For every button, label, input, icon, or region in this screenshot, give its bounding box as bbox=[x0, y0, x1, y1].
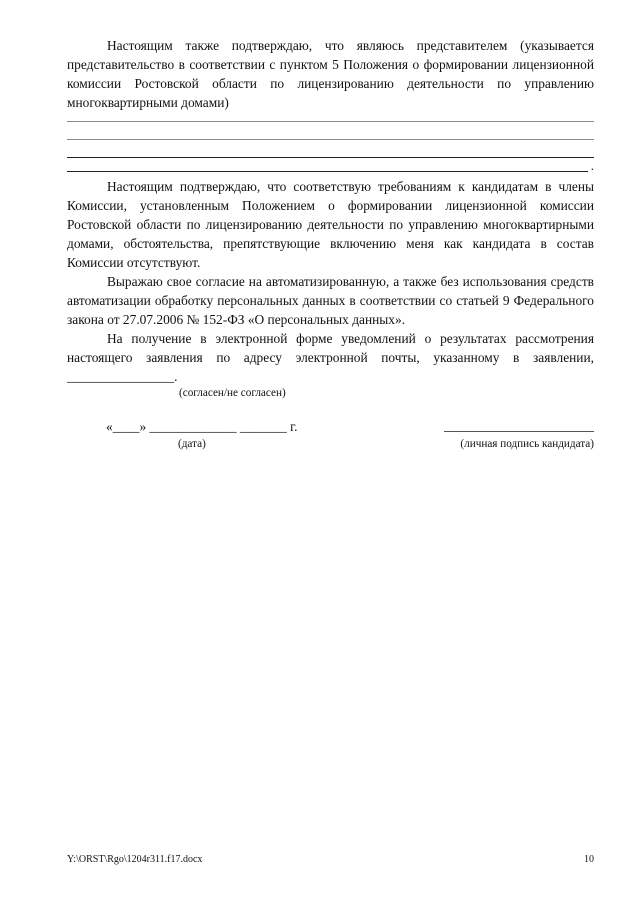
signature-line bbox=[444, 431, 594, 432]
fill-line-4 bbox=[67, 171, 588, 172]
date-caption: (дата) bbox=[178, 438, 206, 450]
consent-paragraph: Выражаю свое согласие на автоматизированную, а также без использования средств автоматизации обработку персональных данных в соответствии со статьей 9 Федерального закона от 27.07.2006 № 152-ФЗ «О персональных данных». bbox=[67, 274, 594, 327]
signature-caption: (личная подпись кандидата) bbox=[460, 438, 594, 450]
page-footer bbox=[67, 854, 594, 865]
document-page bbox=[67, 36, 594, 450]
fill-line-4-row bbox=[67, 158, 594, 176]
notification-paragraph: На получение в электронной форме уведомлений о результатах рассмотрения настоящего заявления по адресу электронной почты, указанному в заявлении, ________________. bbox=[67, 331, 594, 384]
signature-row bbox=[67, 419, 594, 439]
requirements-paragraph: Настоящим подтверждаю, что соответствую требованиям к кандидатам в члены Комиссии, установленным Положением о формировании лицензионной комиссии Ростовской области по лицензированию деятельности по управлению многоквартирными домами, обстоятельства, препятствующие включению меня как кандидата в состав Комиссии отсутствуют. bbox=[67, 179, 594, 270]
date-line: «____» _____________ _______ г. bbox=[106, 419, 298, 434]
page-number: 10 bbox=[584, 854, 594, 865]
fill-line-end-dot: . bbox=[590, 158, 594, 173]
consent-caption: (согласен/не согласен) bbox=[179, 387, 286, 399]
file-path: Y:\ORST\Rgo\1204r311.f17.docx bbox=[67, 854, 203, 865]
representation-paragraph: Настоящим также подтверждаю, что являюсь представителем (указывается представительство в соответствии с пунктом 5 Положения о формировании лицензионной комиссии Ростовской области по лицензированию деятельности по управлению многоквартирными домами) bbox=[67, 38, 594, 110]
